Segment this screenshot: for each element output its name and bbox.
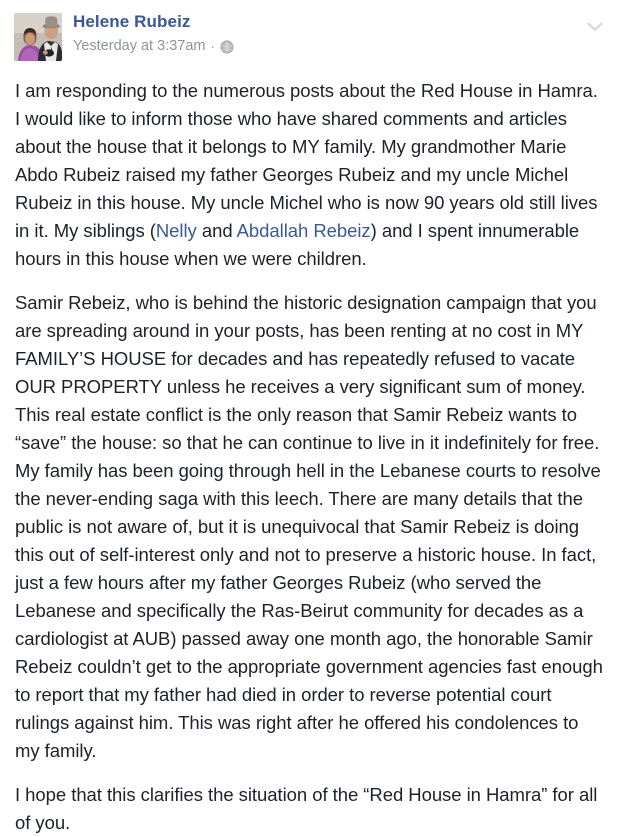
post-message-body: [0, 61, 620, 837]
post-options-button[interactable]: [584, 16, 606, 38]
post-header-text: [73, 12, 234, 55]
globe-icon[interactable]: [220, 40, 234, 54]
paragraph-1-text-part-1: I am responding to the numerous posts about the Red House in Hamra. I would like to inform those who have shared comments and articles about the house that it belongs to MY family. My grandmother Marie Abdo Rubeiz raised my father Georges Rubeiz and my uncle Michel Rubeiz in this house. My uncle Michel who is now 90 years old still lives in it. My siblings (: [15, 80, 598, 241]
post-meta: [73, 39, 234, 55]
paragraph-1-text-part-2: and: [196, 220, 237, 241]
post-timestamp[interactable]: Yesterday at 3:37am: [73, 37, 206, 54]
mention-link-nelly[interactable]: Nelly: [155, 220, 197, 241]
post-paragraph-1: [15, 77, 606, 273]
globe-icon-svg: [220, 40, 234, 54]
mention-link-abdallah-rebeiz[interactable]: Abdallah Rebeiz: [236, 220, 371, 241]
post-paragraph-3: I hope that this clarifies the situation of the “Red House in Hamra” for all of you.: [15, 784, 598, 833]
avatar-photo-icon: [14, 13, 62, 61]
avatar[interactable]: [14, 13, 62, 61]
post-paragraph-2: Samir Rebeiz, who is behind the historic designation campaign that you are spreading around in your posts, has been renting at no cost in MY FAMILY’S HOUSE for decades and has repeatedly refused to vacate OUR PROPERTY unless he receives a very significant sum of money. This real estate conflict is the only reason that Samir Rebeiz wants to “save” the house: so that he can continue to live in it indefinitely for free. My family has been going through hell in the Lebanese courts to resolve the never-ending saga with this leech. There are many details that the public is not aware of, but it is unequivocal that Samir Rebeiz is doing this out of self-interest only and not to preserve a historic house. In fact, just a few hours after my father Georges Rubeiz (who served the Lebanese and specifically the Ras-Beirut community for decades as a cardiologist at AUB) passed away one month ago, the honorable Samir Rebeiz couldn’t get to the appropriate government agencies fast enough to report that my father had died in order to reverse potential court rulings against him. This was right after he offered his condolences to my family.: [15, 292, 603, 761]
meta-separator: ·: [210, 38, 215, 54]
post-header: [0, 0, 620, 61]
chevron-down-icon: [587, 22, 603, 32]
paragraph-1-text-part-3: ) and I spent innumerable hours in this house when we were children.: [15, 220, 580, 269]
author-name-link[interactable]: Helene Rubeiz: [73, 12, 191, 31]
